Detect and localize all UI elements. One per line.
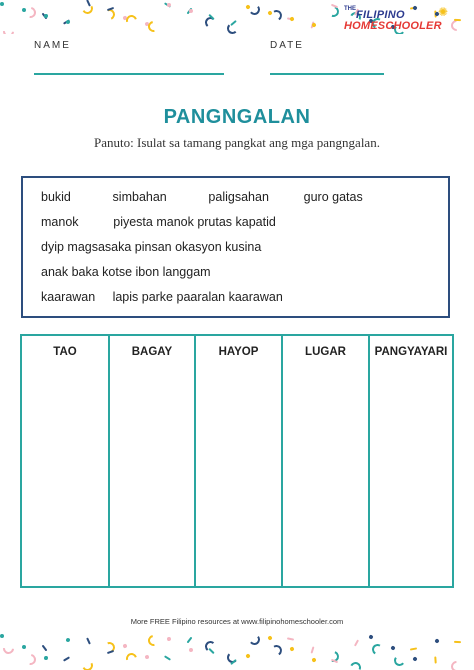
column-header-hayop: HAYOP [218, 346, 259, 358]
word-row: dyip magsasaka pinsan okasyon kusina [41, 240, 262, 254]
column-bagay[interactable] [110, 336, 196, 586]
name-line[interactable] [34, 73, 224, 75]
confetti-piece [410, 647, 417, 650]
name-label: NAME [34, 40, 71, 51]
footer-text: More FREE Filipino resources at www.filipinohomeschooler.com [130, 617, 344, 626]
confetti-piece [371, 643, 384, 656]
confetti-piece [368, 634, 373, 639]
confetti-piece [412, 656, 418, 662]
confetti-piece [267, 635, 273, 641]
word-row: manok piyesta manok prutas kapatid [41, 215, 276, 229]
bottom-confetti-border [0, 632, 474, 670]
column-header-bagay: BAGAY [131, 346, 173, 358]
confetti-piece [44, 14, 49, 19]
confetti-piece [189, 9, 193, 13]
column-tao[interactable] [22, 336, 110, 586]
logo-line2: HOMESCHOOLER [344, 20, 442, 32]
confetti-piece [65, 637, 70, 642]
confetti-piece [449, 659, 465, 670]
date-label: DATE [270, 40, 304, 51]
confetti-piece [454, 641, 461, 643]
word-row: anak baka kotse ibon langgam [41, 265, 211, 279]
instruction-text: Panuto: Isulat sa tamang pangkat ang mga pangngalan. [94, 135, 380, 150]
confetti-piece [81, 659, 95, 670]
column-header-tao: TAO [53, 346, 77, 358]
confetti-piece [248, 3, 260, 15]
confetti-piece [348, 660, 362, 670]
confetti-piece [289, 16, 294, 21]
confetti-piece [44, 656, 49, 661]
confetti-piece [270, 644, 283, 657]
column-lugar[interactable] [283, 336, 370, 586]
column-header-pangyayari: PANGYAYARI [374, 346, 448, 358]
confetti-piece [42, 645, 48, 652]
confetti-piece [393, 654, 405, 666]
confetti-piece [0, 2, 4, 6]
confetti-piece [434, 638, 440, 644]
confetti-piece [146, 19, 161, 34]
column-pangyayari[interactable] [370, 336, 452, 586]
confetti-piece [107, 650, 114, 654]
page-title: PANGNGALAN [163, 106, 311, 128]
confetti-piece [454, 19, 461, 21]
confetti-piece [22, 645, 26, 649]
sun-icon: ✺ [437, 5, 448, 19]
word-bank [21, 176, 450, 318]
confetti-piece [311, 657, 316, 662]
confetti-piece [86, 637, 91, 644]
confetti-piece [187, 637, 193, 644]
date-line[interactable] [270, 73, 384, 75]
confetti-piece [1, 24, 17, 34]
confetti-piece [354, 639, 359, 646]
confetti-piece [122, 643, 127, 648]
logo-line1: FILIPINO [356, 9, 405, 21]
column-hayop[interactable] [196, 336, 283, 586]
confetti-piece [145, 655, 150, 660]
confetti-piece [164, 655, 171, 660]
confetti-piece [65, 19, 70, 24]
confetti-piece [270, 9, 283, 22]
category-table [20, 334, 454, 588]
confetti-piece [245, 653, 251, 659]
confetti-piece [23, 652, 38, 667]
confetti-piece [124, 651, 139, 666]
confetti-piece [1, 641, 17, 657]
confetti-piece [390, 645, 396, 651]
confetti-piece [311, 22, 316, 27]
confetti-piece [63, 656, 70, 661]
brand-logo [344, 6, 450, 32]
confetti-piece [146, 633, 161, 648]
logo-the: THE [344, 6, 356, 12]
confetti-piece [189, 648, 193, 652]
confetti-piece [167, 637, 172, 642]
confetti-piece [248, 633, 260, 645]
word-row: bukid simbahan paligsahan guro gatas [41, 190, 363, 204]
confetti-piece [434, 656, 436, 663]
confetti-piece [0, 634, 4, 638]
word-row: kaarawan lapis parke paaralan kaarawan [41, 290, 283, 304]
column-header-lugar: LUGAR [305, 346, 346, 358]
confetti-piece [287, 637, 294, 640]
confetti-piece [311, 646, 315, 653]
confetti-piece [23, 5, 38, 20]
confetti-piece [289, 646, 294, 651]
